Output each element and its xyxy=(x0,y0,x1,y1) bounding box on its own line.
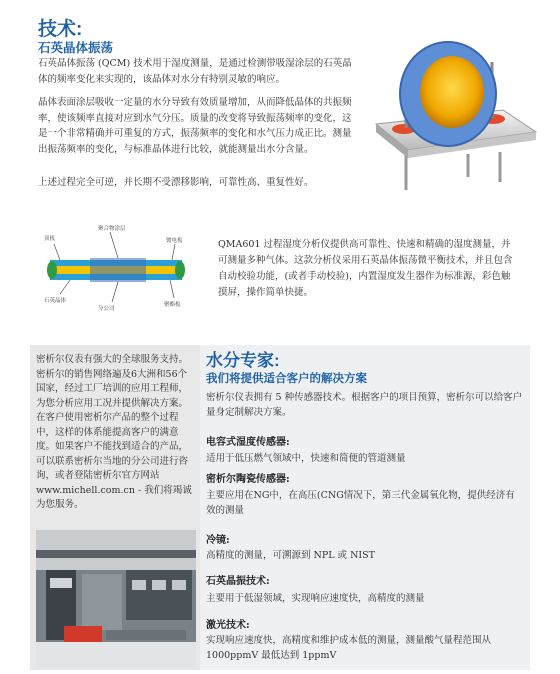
service-text xyxy=(36,353,196,513)
laboratory-photo xyxy=(36,530,196,668)
mechanism-paragraph: 晶体表面涂层吸收一定量的水分导致有效质量增加，从而降低晶体的共振频率，使该频率直接对应到水气分压。质量的改变将导致振荡频率的变化，这是一个非常精确并可重复的方式，振荡频率的变化和水气压力成正比。测量出振荡频率的变化，与标准晶体进行比较，就能测量出水分含量。 xyxy=(38,97,352,155)
section-subtitle: 石英晶体振荡 xyxy=(38,41,114,55)
crystal-cross-section-diagram xyxy=(40,222,200,312)
experts-intro: 密析尔仪表拥有 5 种传感器技术。根据客户的项目预算，密析尔可以给客户量身定制解决方案。 xyxy=(206,392,523,418)
diagram-label-top-plate: 顶板 xyxy=(44,236,56,242)
intro-paragraph: 石英晶体振荡 (QCM) 技术用于湿度测量，是通过检测带吸湿涂层的石英晶体的频率变化来实现的，该晶体对水分有特别灵敏的响应。 xyxy=(38,58,352,85)
diagram-label-electrode: 镀电板 xyxy=(166,238,183,244)
quartz-crystal-illustration xyxy=(368,32,540,192)
experts-subtitle: 我们将提供适合客户的解决方案 xyxy=(206,373,367,385)
page-title: 技术: xyxy=(38,19,83,40)
qma601-description: QMA601 过程湿度分析仪提供高可靠性、快速和精确的湿度测量，并可测量多种气体。这款分析仪采用石英晶体振荡微平衡技术，并且包含自动校验功能，(或者手动校验)，内置湿度发生器作为标准源，彩色触摸屏，操作简单快捷。 xyxy=(218,239,513,298)
service-text-main: 密析尔仪表有强大的全球服务支持。密析尔的销售网络遍及6大洲和56个国家，经过工厂培训的应用工程师，为您分析应用工况并提供解决方案。在客户使用密析尔产品的整个过程中，这样的体系能提高客户的满意度。如果客户不能找到适合的产品，可以联系密析尔当地的分公司进行咨询，或者登陆密析尔官方网站 xyxy=(36,354,189,481)
quartz-tech-heading: 石英晶振技术: xyxy=(206,576,270,587)
diagram-label-branch: 分公司 xyxy=(98,306,115,312)
diagram-label-polyester: 聚酯板 xyxy=(164,302,181,308)
capacitive-sensor-text: 适用于低压燃气领域中，快速和简便的管道测量 xyxy=(206,453,406,464)
laser-tech-text: 实现响应速度快，高精度和维护成本低的测量，测量酸气量程范围从 1000ppmV 最低达到 1ppmV xyxy=(206,635,492,661)
ceramic-sensor-heading: 密析尔陶瓷传感器: xyxy=(206,474,290,485)
capacitive-sensor-heading: 电容式湿度传感器: xyxy=(206,437,290,448)
quartz-tech-text: 主要用于低湿领域，实现响应速度快，高精度的测量 xyxy=(206,593,425,604)
reliability-paragraph: 上述过程完全可逆，并长期不受漂移影响，可靠性高、重复性好。 xyxy=(38,177,314,188)
experts-title: 水分专家: xyxy=(206,351,280,370)
diagram-label-coating: 聚合物涂层 xyxy=(98,226,126,232)
laser-tech-heading: 激光技术: xyxy=(206,620,250,631)
chilled-mirror-heading: 冷镜: xyxy=(206,535,230,546)
service-text-end: - 我们将竭诚为您服务。 xyxy=(36,484,192,510)
chilled-mirror-text: 高精度的测量，可溯源到 NPL 或 NIST xyxy=(206,550,375,561)
website-link[interactable]: www.michell.com.cn xyxy=(36,484,135,496)
diagram-label-crystal: 石英晶体 xyxy=(44,298,67,304)
ceramic-sensor-text: 主要应用在NG中，在高压(CNG情况下，第三代金属氧化物，提供经济有效的测量 xyxy=(206,490,515,516)
